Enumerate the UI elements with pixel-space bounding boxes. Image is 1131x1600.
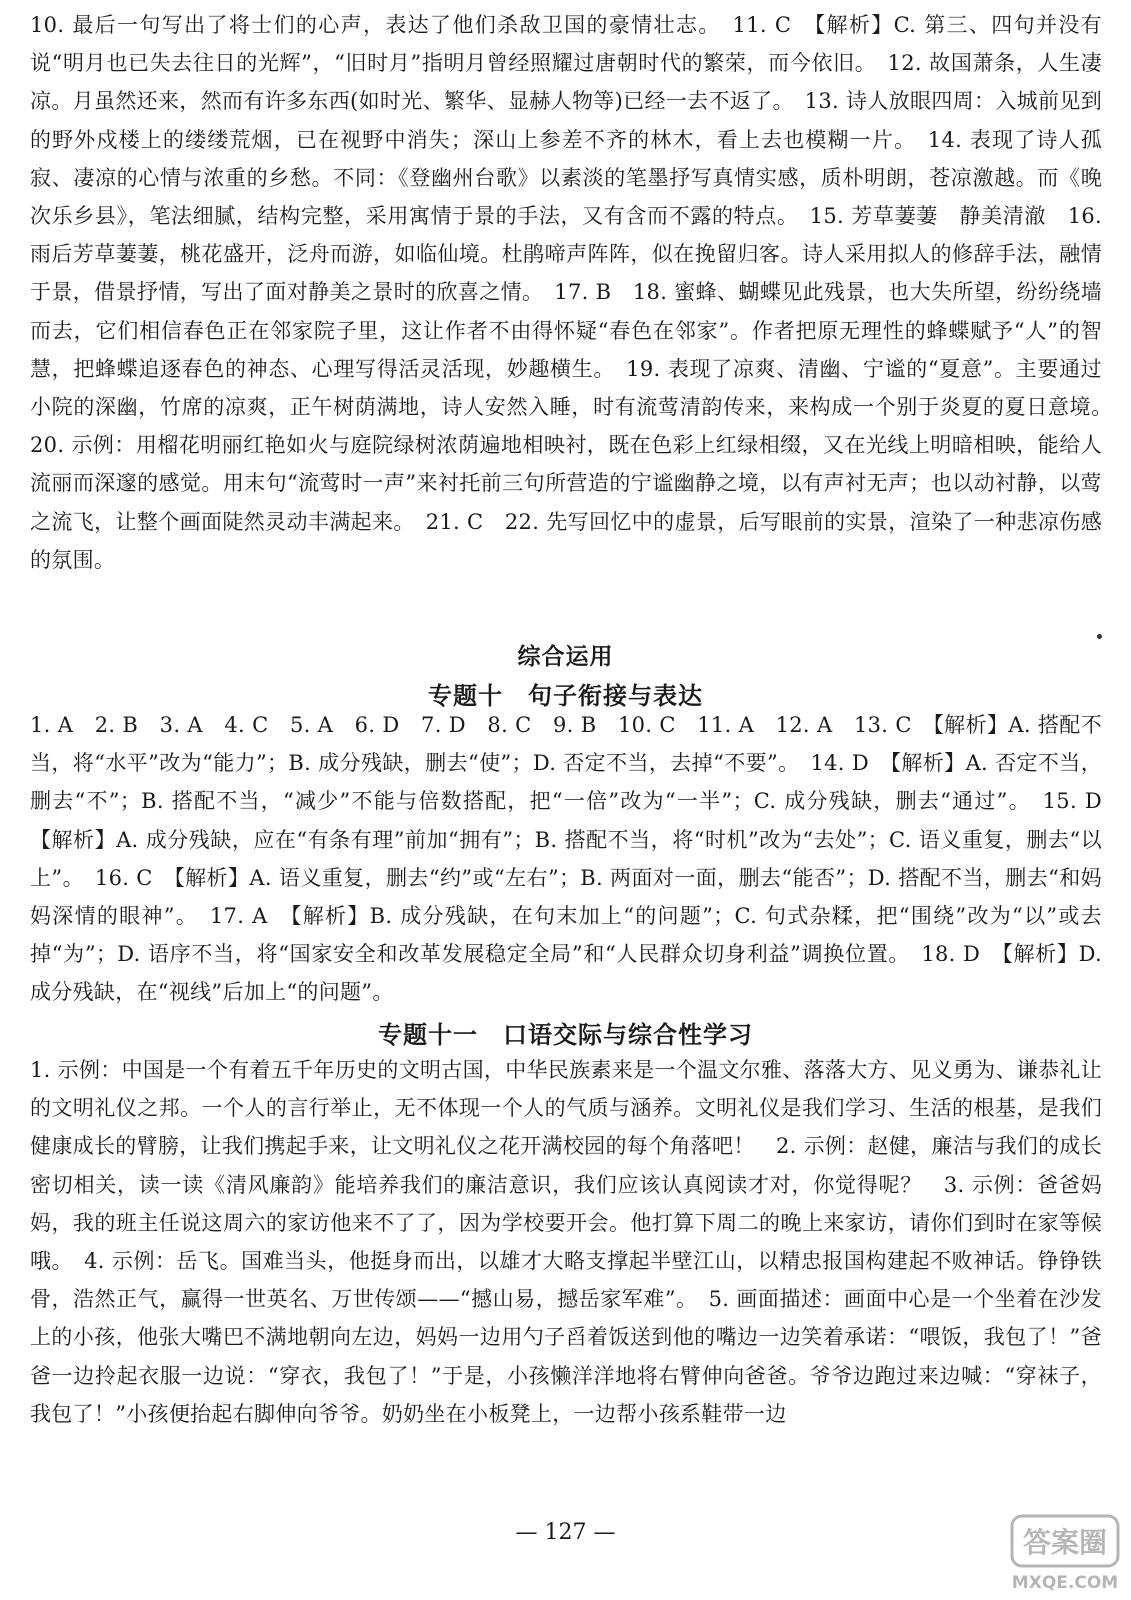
poetry-answers-paragraph: 10. 最后一句写出了将士们的心声，表达了他们杀敌卫国的豪情壮志。 11. C 【解析】C. 第三、四句并没有说“明月也已失去往日的光辉”，“旧时月”指明月曾经照耀过唐朝时代的繁荣，而今依旧。 12. 故国萧条，人生凄凉。月虽然还来，然而有许多东西(如时光、繁华、显赫人物等)已经一去不返了。 13. 诗人放眼四周：入城前见到的野外戍楼上的缕缕荒烟，已在视野中消失；深山上参差不齐的林木，看上去也模糊一片。 14. 表现了诗人孤寂、凄凉的心情与浓重的乡愁。不同：《登幽州台歌》以素淡的笔墨抒写真情实感，质朴明朗，苍凉激越。而《晚次乐乡县》，笔法细腻，结构完整，采用寓情于景的手法，又有含而不露的特点。 15. 芳草萋萋 静美清澈 16. 雨后芳草萋萋，桃花盛开，泛舟而游，如临仙境。杜鹃啼声阵阵，似在挽留归客。诗人采用拟人的修辞手法，融情于景，借景抒情，写出了面对静美之景时的欣喜之情。 17. B 18. 蜜蜂、蝴蝶见此残景，也大失所望，纷纷绕墙而去，它们相信春色正在邻家院子里，这让作者不由得怀疑“春色在邻家”。作者把原无理性的蜂蝶赋予“人”的智慧，把蜂蝶追逐春色的神态、心理写得活灵活现，妙趣横生。 19. 表现了凉爽、清幽、宁谧的“夏意”。主要通过小院的深幽，竹席的凉爽，正午树荫满地，诗人安然入睡，时有流莺清韵传来，来构成一个别于炎夏的夏日意境。 20. 示例：用榴花明丽红艳如火与庭院绿树浓荫遍地相映衬，既在色彩上红绿相缀，又在光线上明暗相映，能给人流丽而深邃的感觉。用末句“流莺时一声”来衬托前三句所营造的宁谧幽静之境，以有声衬无声；也以动衬静，以莺之流飞，让整个画面陡然灵动丰满起来。 21. C 22. 先写回忆中的虚景，后写眼前的实景，渲染了一种悲凉伤感的氛围。: [30, 13, 1124, 572]
watermark-logo: [1010, 1510, 1120, 1594]
sentence-answers-paragraph: 1. A 2. B 3. A 4. C 5. A 6. D 7. D 8. C 9. B 10. C 11. A 12. A 13. C 【解析】A. 搭配不当，将“水平”改为“能力”；B. 成分残缺，删去“使”；D. 否定不当，去掉“不要”。 14. D 【解析】A. 否定不当，删去“不”；B. 搭配不当，“减少”不能与倍数搭配，把“一倍”改为“一半”；C. 成分残缺，删去“通过”。 15. D 【解析】A. 成分残缺，应在“有条有理”前加“拥有”；B. 搭配不当，将“时机”改为“去处”；C. 语义重复，删去“以上”。 16. C 【解析】A. 语义重复，删去“约”或“左右”；B. 两面对一面，删去“能否”；D. 搭配不当，删去“和妈妈深情的眼神”。 17. A 【解析】B. 成分残缺，在句末加上“的问题”；C. 句式杂糅，把“围绕”改为“以”或去掉“为”；D. 语序不当，将“国家安全和改革发展稳定全局”和“人民群众切身利益”调换位置。 18. D 【解析】D. 成分残缺，在“视线”后加上“的问题”。: [30, 713, 1124, 1005]
section-heading-comprehensive: 综合运用: [517, 643, 614, 670]
topic-11-heading: 专题十一 口语交际与综合性学习: [378, 1020, 753, 1049]
oral-communication-answers-paragraph: 1. 示例：中国是一个有着五千年历史的文明古国，中华民族素来是一个温文尔雅、落落大方、见义勇为、谦恭礼让的文明礼仪之邦。一个人的言行举止，无不体现一个人的气质与涵养。文明礼仪是我们学习、生活的根基，是我们健康成长的臂膀，让我们携起手来，让文明礼仪之花开满校园的每个角落吧！ 2. 示例：赵健，廉洁与我们的成长密切相关，读一读《清风廉韵》能培养我们的廉洁意识，我们应该认真阅读才对，你觉得呢？ 3. 示例：爸爸妈妈，我的班主任说这周六的家访他来不了了，因为学校要开会。他打算下周二的晚上来家访，请你们到时在家等候哦。 4. 示例：岳飞。国难当头，他挺身而出，以雄才大略支撑起半壁江山，以精忠报国构建起不败神话。铮铮铁骨，浩然正气，赢得一世英名、万世传颂——“撼山易，撼岳家军难”。 5. 画面描述：画面中心是一个坐着在沙发上的小孩，他张大嘴巴不满地朝向左边，妈妈一边用勺子舀着饭送到他的嘴边一边笑着承诺：“喂饭，我包了！”爸爸一边拎起衣服一边说：“穿衣，我包了！”于是，小孩懒洋洋地将右臂伸向爸爸。爷爷边跑过来边喊：“穿袜子，我包了！”小孩便抬起右脚伸向爷爷。奶奶坐在小板凳上，一边帮小孩系鞋带一边: [30, 1058, 1102, 1426]
page-number: — 127 —: [515, 1520, 616, 1545]
watermark-top-text: 答案圈: [1022, 1526, 1108, 1559]
watermark-bottom-text: MXQE.COM: [1011, 1573, 1119, 1593]
topic-10-heading: 专题十 句子衔接与表达: [428, 681, 703, 710]
